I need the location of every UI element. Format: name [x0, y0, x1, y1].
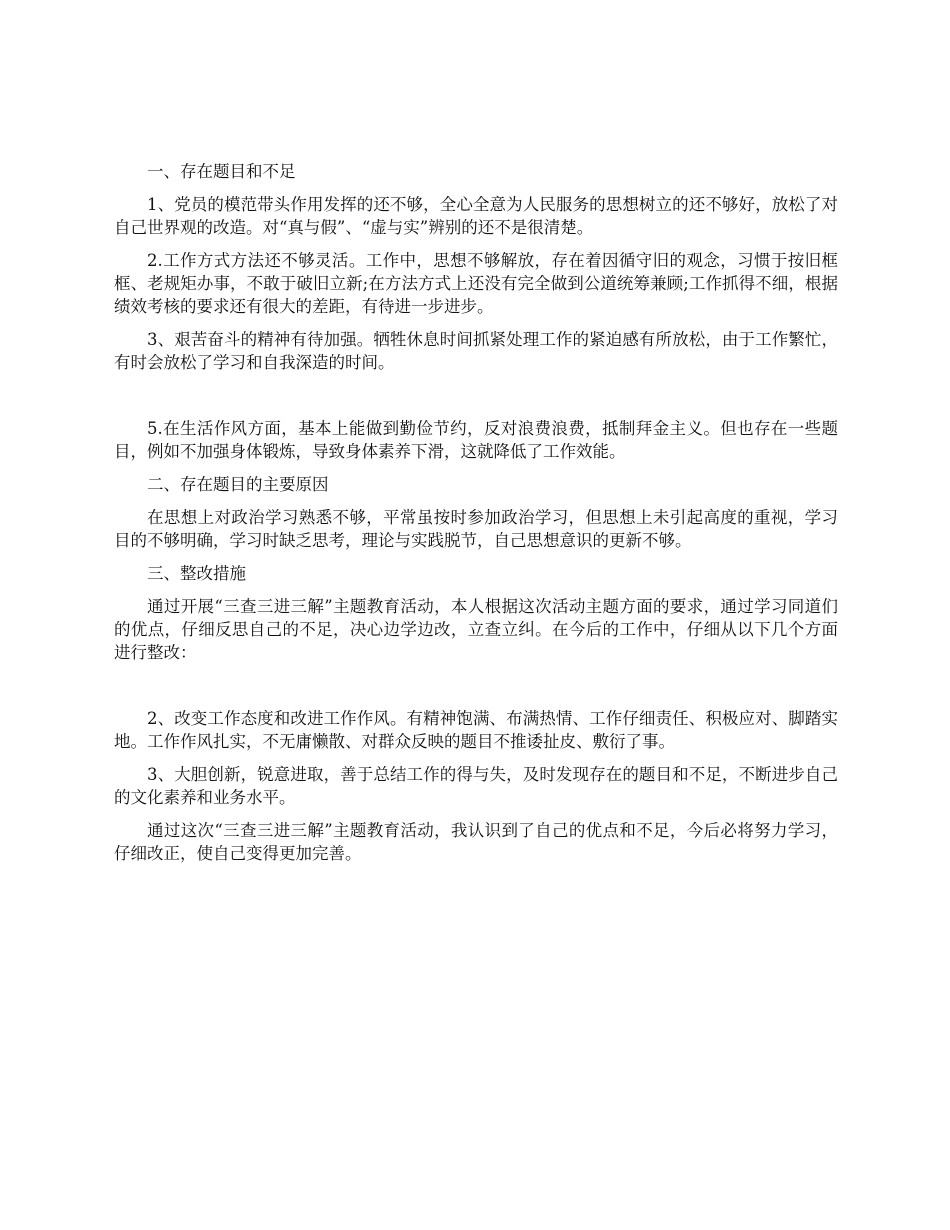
- paragraph-item-5: 5.在生活作风方面，基本上能做到勤俭节约，反对浪费浪费，抵制拜金主义。但也存在一些题目，例如不加强身体锻炼，导致身体素养下滑，这就降低了工作效能。: [114, 419, 838, 461]
- document-body: [114, 160, 838, 875]
- paragraph-measures-intro: 通过开展“三查三进三解”主题教育活动，本人根据这次活动主题方面的要求，通过学习同道们的优点，仔细反思自己的不足，决心边学边改，立查立纠。在今后的工作中，仔细从以下几个方面进行整改：: [114, 597, 838, 662]
- paragraph-item-1: 1、党员的模范带头作用发挥的还不够，全心全意为人民服务的思想树立的还不够好，放松了对自己世界观的改造。对“真与假”、“虚与实”辨别的还不是很清楚。: [114, 195, 838, 237]
- section-heading-measures: 三、整改措施: [147, 564, 246, 583]
- blank-gap: [114, 384, 838, 417]
- section-heading-problems: 一、存在题目和不足: [147, 162, 296, 181]
- blank-gap: [114, 674, 838, 707]
- paragraph-item-3: 3、艰苦奋斗的精神有待加强。牺牲休息时间抓紧处理工作的紧迫感有所放松，由于工作繁忙，有时会放松了学习和自我深造的时间。: [114, 330, 838, 372]
- paragraph-measure-2: 2、改变工作态度和改进工作作风。有精神饱满、布满热情、工作仔细责任、积极应对、脚踏实地。工作作风扎实，不无庸懒散、对群众反映的题目不推诿扯皮、敷衍了事。: [114, 709, 838, 751]
- paragraph-conclusion: 通过这次“三查三进三解”主题教育活动，我认识到了自己的优点和不足，今后必将努力学习，仔细改正，使自己变得更加完善。: [114, 821, 838, 863]
- section-heading-causes: 二、存在题目的主要原因: [147, 475, 329, 494]
- paragraph-causes: 在思想上对政治学习熟悉不够，平常虽按时参加政治学习，但思想上未引起高度的重视，学习目的不够明确，学习时缺乏思考，理论与实践脱节，自己思想意识的更新不够。: [114, 508, 838, 550]
- paragraph-measure-3: 3、大胆创新，锐意进取，善于总结工作的得与失，及时发现存在的题目和不足，不断进步自己的文化素养和业务水平。: [114, 765, 838, 807]
- paragraph-item-2: 2.工作方式方法还不够灵活。工作中，思想不够解放，存在着因循守旧的观念，习惯于按旧框框、老规矩办事，不敢于破旧立新;在方法方式上还没有完全做到公道统筹兼顾;工作抓得不细，根据绩效考核的要求还有很大的差距，有待进一步进步。: [114, 251, 838, 316]
